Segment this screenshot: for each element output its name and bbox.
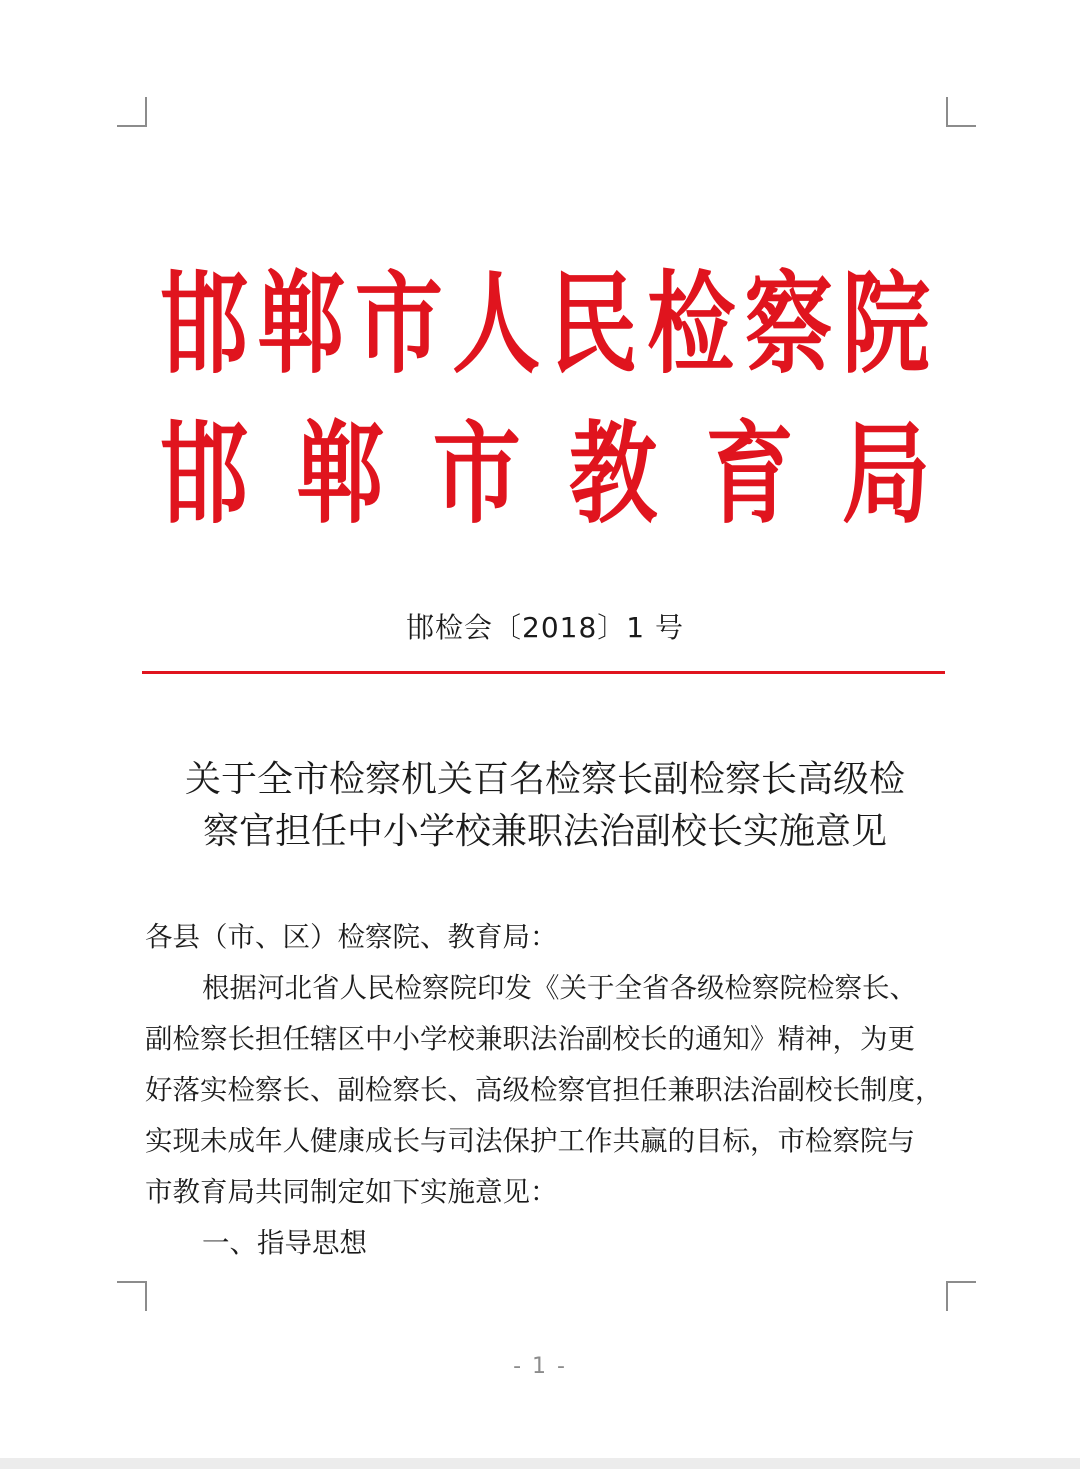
paragraph-line: 好落实检察长、副检察长、高级检察官担任兼职法治副校长制度， [145,1074,943,1106]
paragraph-line: 实现未成年人健康成长与司法保护工作共赢的目标，市检察院与 [145,1125,915,1157]
page-number: - 1 - [513,1354,567,1379]
masthead-char: 教 [569,410,658,539]
bottom-edge-bar [0,1458,1080,1469]
masthead-char: 育 [705,410,794,539]
masthead-char: 人 [452,260,541,389]
masthead-char: 局 [841,410,930,539]
crop-mark-top-left [117,97,147,127]
paragraph-line: 市教育局共同制定如下实施意见： [145,1176,558,1208]
masthead-char: 郸 [257,260,346,389]
salutation: 各县（市、区）检察院、教育局： [145,921,558,953]
title-line-1: 关于全市检察机关百名检察长副检察长高级检 [184,759,905,800]
masthead-char: 察 [744,260,833,389]
masthead-char: 检 [647,260,736,389]
masthead-char: 民 [549,260,638,389]
masthead-line-2 [160,400,930,550]
title-line-2: 察官担任中小学校兼职法治副校长实施意见 [202,811,887,852]
masthead-line-1 [160,250,930,400]
masthead-char: 邯 [160,260,249,389]
masthead-char: 院 [841,260,930,389]
crop-mark-top-right [946,97,976,127]
document-number: 邯检会〔2018〕1 号 [406,611,684,644]
masthead-char: 邯 [160,410,249,539]
masthead-char: 郸 [296,410,385,539]
red-separator-rule [142,671,945,674]
masthead-char: 市 [354,260,443,389]
paragraph-line: 副检察长担任辖区中小学校兼职法治副校长的通知》精神，为更 [145,1023,915,1055]
document-body [145,912,945,1269]
masthead-char: 市 [432,410,521,539]
crop-mark-bottom-right [946,1281,976,1311]
paragraph-line: 根据河北省人民检察院印发《关于全省各级检察院检察长、 [202,972,917,1004]
section-heading: 一、指导思想 [202,1227,367,1259]
crop-mark-bottom-left [117,1281,147,1311]
document-title [120,754,970,858]
